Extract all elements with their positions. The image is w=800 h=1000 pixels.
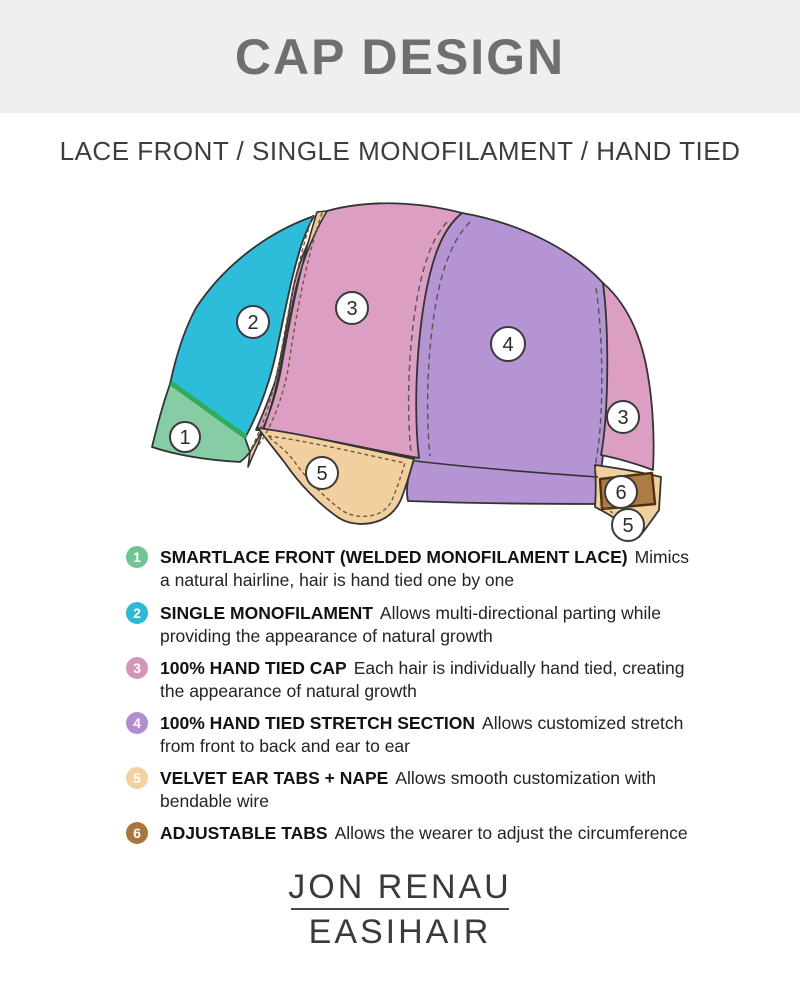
legend-item-velvet-ear-tabs <box>126 767 694 813</box>
legend-text <box>160 712 694 758</box>
marker-number: 4 <box>502 334 514 356</box>
legend-bullet: 1 <box>126 546 148 568</box>
legend-text <box>160 546 694 592</box>
legend-title: SINGLE MONOFILAMENT <box>160 603 373 623</box>
marker-number: 2 <box>247 312 259 334</box>
legend-desc: Allows multi-directional parting while providing the appearance of natural growth <box>160 603 661 646</box>
brand-name-top: JON RENAU <box>288 868 512 906</box>
legend-bullet: 4 <box>126 712 148 734</box>
legend-item-stretch-section <box>126 712 694 758</box>
legend-title: 100% HAND TIED CAP <box>160 658 347 678</box>
legend-item-adjustable-tabs <box>126 822 694 845</box>
legend-title: 100% HAND TIED STRETCH SECTION <box>160 713 476 733</box>
legend-title: SMARTLACE FRONT (WELDED MONOFILAMENT LACE) <box>160 547 628 567</box>
marker-1 <box>170 422 200 452</box>
legend-text <box>160 602 694 648</box>
legend-text <box>160 657 694 703</box>
marker-number: 5 <box>316 463 328 485</box>
legend-title: ADJUSTABLE TABS <box>160 823 328 843</box>
legend-bullet: 5 <box>126 767 148 789</box>
legend-desc: Mimics a natural hairline, hair is hand tied one by one <box>160 547 690 590</box>
legend-desc: Allows smooth customization with bendable wire <box>160 768 657 811</box>
legend-bullet: 2 <box>126 602 148 624</box>
page-subtitle: LACE FRONT / SINGLE MONOFILAMENT / HAND TIED <box>59 136 741 166</box>
marker-5-nape <box>612 509 644 541</box>
cap-section-3-hand-tied-cap-back <box>601 283 654 470</box>
legend-desc: Allows the wearer to adjust the circumference <box>334 823 688 843</box>
marker-3-back <box>607 401 639 433</box>
legend-item-hand-tied-cap <box>126 657 694 703</box>
page-title: CAP DESIGN <box>234 28 566 85</box>
legend-bullet: 3 <box>126 657 148 679</box>
marker-number: 3 <box>346 298 358 320</box>
legend-item-smartlace-front <box>126 546 694 592</box>
legend-title: VELVET EAR TABS + NAPE <box>160 768 389 788</box>
marker-number: 5 <box>622 515 634 537</box>
marker-number: 3 <box>617 407 629 429</box>
marker-4 <box>491 327 525 361</box>
legend-desc: Each hair is individually hand tied, creating the appearance of natural growth <box>160 658 685 701</box>
marker-6 <box>605 476 637 508</box>
marker-number: 6 <box>615 482 627 504</box>
marker-3-front <box>336 292 368 324</box>
marker-2 <box>237 306 269 338</box>
legend-text <box>160 822 688 845</box>
legend-bullet: 6 <box>126 822 148 844</box>
legend-desc: Allows customized stretch from front to back and ear to ear <box>160 713 684 756</box>
brand-name-bottom: EASIHAIR <box>308 913 492 951</box>
brand-divider <box>291 908 509 910</box>
legend-item-single-monofilament <box>126 602 694 648</box>
marker-number: 1 <box>179 427 191 449</box>
marker-5-ear-tab <box>306 457 338 489</box>
legend-text <box>160 767 694 813</box>
